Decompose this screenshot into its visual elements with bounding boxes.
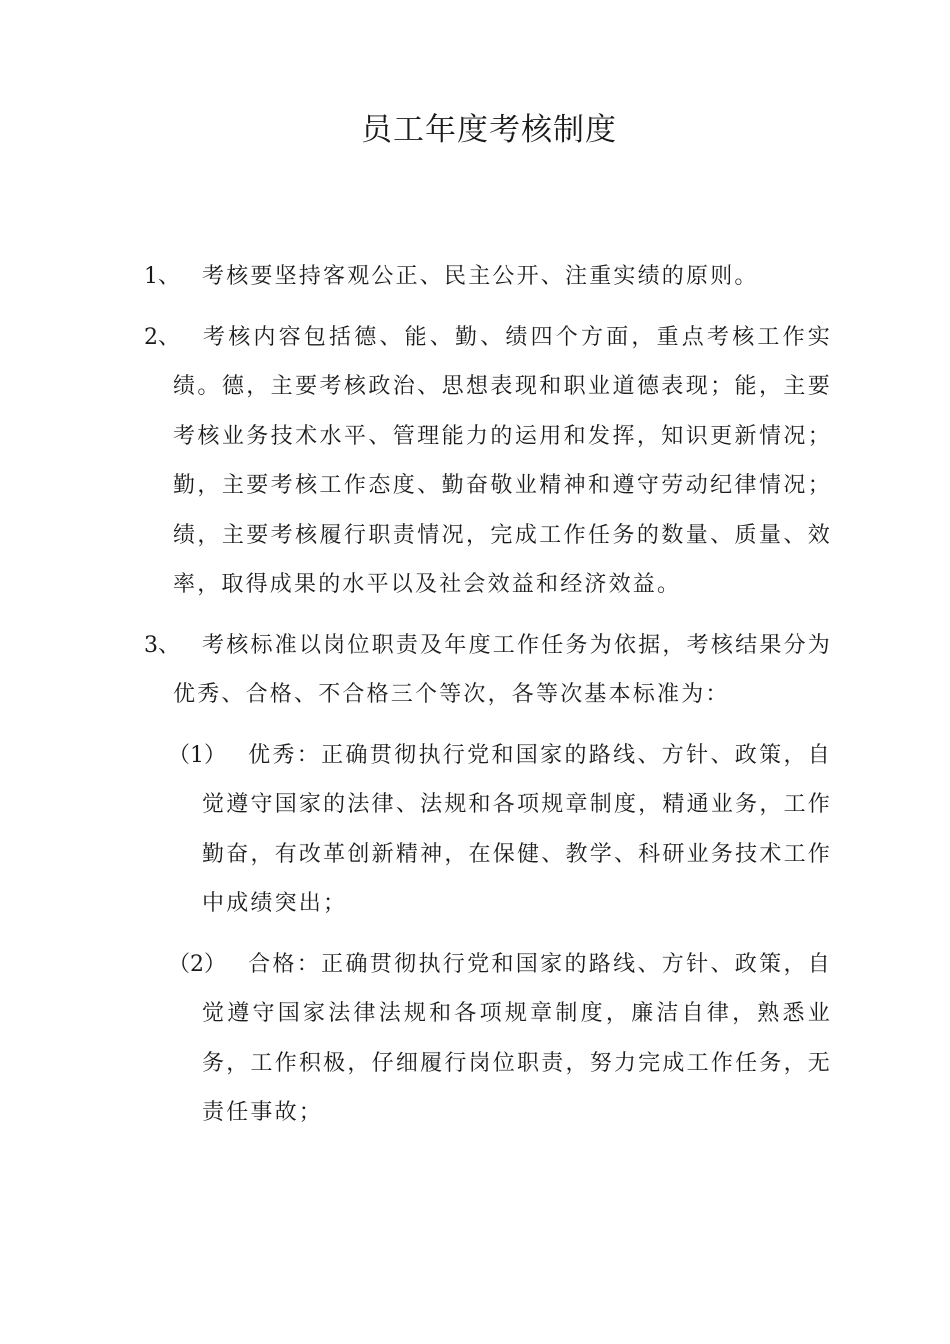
article-number: 2、	[144, 324, 180, 350]
article-number: 3、	[144, 632, 180, 658]
sub-item-2	[168, 940, 832, 1138]
article-number: 1、	[144, 264, 180, 289]
sub-item-text: 合格：正确贯彻执行党和国家的路线、方针、政策，自觉遵守国家法律法规和各项规章制度，廉洁自律，熟悉业务，工作积极，仔细履行岗位职责，努力完成工作任务，无责任事故；	[202, 951, 832, 1125]
sub-item-text: 优秀：正确贯彻执行党和国家的路线、方针、政策，自觉遵守国家的法律、法规和各项规章制度，精通业务，工作勤奋，有改革创新精神，在保健、教学、科研业务技术工作中成绩突出；	[202, 742, 832, 916]
article-text: 考核要坚持客观公正、民主公开、注重实绩的原则。	[202, 264, 759, 289]
sub-item-1	[168, 731, 832, 929]
article-text: 考核内容包括德、能、勤、绩四个方面，重点考核工作实绩。德，主要考核政治、思想表现和职业道德表现；能，主要考核业务技术水平、管理能力的运用和发挥，知识更新情况；勤，主要考核工作态度、勤奋敬业精神和遵守劳动纪律情况；绩，主要考核履行职责情况，完成工作任务的数量、质量、效率，取得成果的水平以及社会效益和经济效益。	[173, 324, 832, 597]
article-text: 考核标准以岗位职责及年度工作任务为依据，考核结果分为优秀、合格、不合格三个等次，各等次基本标准为：	[173, 632, 832, 707]
sub-item-number: （2）	[168, 951, 226, 977]
document-body	[0, 252, 950, 1149]
article-item-3	[144, 621, 832, 720]
document-title: 员工年度考核制度	[361, 112, 617, 148]
article-item-1	[144, 252, 832, 302]
article-item-2	[144, 313, 832, 610]
sub-item-number: （1）	[168, 742, 226, 768]
